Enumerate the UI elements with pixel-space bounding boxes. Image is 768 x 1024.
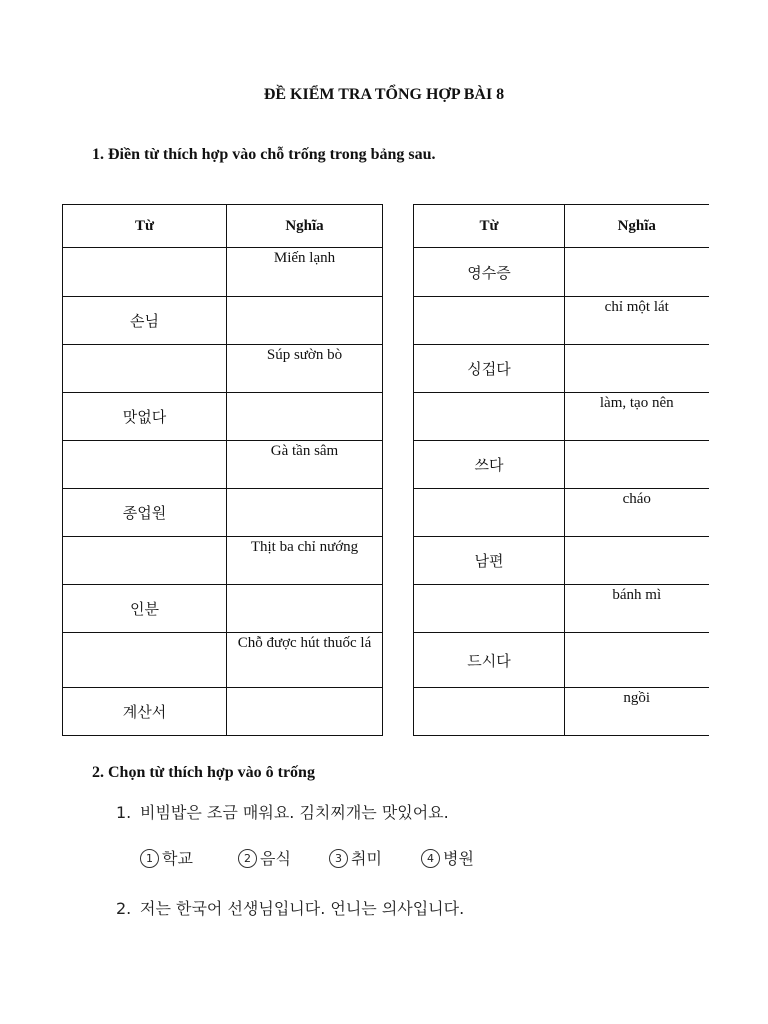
word-cell[interactable]: 인분 bbox=[63, 585, 227, 633]
option-1[interactable] bbox=[140, 846, 193, 869]
meaning-cell[interactable]: làm, tạo nên bbox=[565, 393, 709, 441]
word-cell[interactable]: 손님 bbox=[63, 297, 227, 345]
meaning-cell[interactable] bbox=[565, 633, 709, 688]
meaning-cell[interactable]: Thịt ba chỉ nướng bbox=[227, 537, 383, 585]
meaning-cell[interactable]: ngồi bbox=[565, 688, 709, 736]
section-2-heading: 2. Chọn từ thích hợp vào ô trống bbox=[92, 764, 315, 781]
table-row bbox=[63, 633, 383, 688]
word-cell[interactable]: 종업원 bbox=[63, 489, 227, 537]
word-cell[interactable] bbox=[63, 248, 227, 297]
option-text: 병원 bbox=[443, 849, 474, 868]
word-cell[interactable] bbox=[414, 585, 565, 633]
meaning-cell[interactable] bbox=[227, 297, 383, 345]
question-2 bbox=[116, 896, 464, 919]
meaning-cell[interactable] bbox=[227, 393, 383, 441]
table-row bbox=[414, 537, 709, 585]
question-text: 비빔밥은 조금 매워요. 김치찌개는 맛있어요. bbox=[140, 803, 449, 822]
word-cell[interactable]: 드시다 bbox=[414, 633, 565, 688]
option-2[interactable] bbox=[238, 846, 291, 869]
meaning-cell[interactable] bbox=[565, 441, 709, 489]
word-cell[interactable] bbox=[63, 633, 227, 688]
question-number: 1. bbox=[116, 803, 132, 822]
table-row bbox=[414, 345, 709, 393]
table-row bbox=[63, 688, 383, 736]
meaning-cell[interactable] bbox=[565, 537, 709, 585]
word-cell[interactable] bbox=[63, 537, 227, 585]
word-column-header: Từ bbox=[63, 205, 227, 248]
table-row bbox=[63, 489, 383, 537]
section-1-heading: 1. Điền từ thích hợp vào chỗ trống trong bảng sau. bbox=[92, 146, 436, 163]
circled-number-icon: 2 bbox=[238, 849, 257, 868]
word-cell[interactable]: 영수증 bbox=[414, 248, 565, 297]
option-text: 취미 bbox=[351, 849, 382, 868]
table-row bbox=[414, 441, 709, 489]
meaning-cell[interactable] bbox=[227, 489, 383, 537]
option-3[interactable] bbox=[329, 846, 382, 869]
table-row bbox=[414, 688, 709, 736]
meaning-cell[interactable]: Chỗ được hút thuốc lá bbox=[227, 633, 383, 688]
table-row bbox=[414, 297, 709, 345]
meaning-cell[interactable]: Gà tần sâm bbox=[227, 441, 383, 489]
word-column-header: Từ bbox=[414, 205, 565, 248]
table-row bbox=[63, 441, 383, 489]
table-row bbox=[414, 248, 709, 297]
word-cell[interactable] bbox=[414, 393, 565, 441]
word-cell[interactable]: 남편 bbox=[414, 537, 565, 585]
word-cell[interactable]: 쓰다 bbox=[414, 441, 565, 489]
circled-number-icon: 4 bbox=[421, 849, 440, 868]
question-1 bbox=[116, 800, 449, 823]
word-cell[interactable] bbox=[63, 345, 227, 393]
vocab-table-left bbox=[62, 204, 383, 736]
meaning-column-header: Nghĩa bbox=[227, 205, 383, 248]
option-4[interactable] bbox=[421, 846, 474, 869]
circled-number-icon: 3 bbox=[329, 849, 348, 868]
question-text: 저는 한국어 선생님입니다. 언니는 의사입니다. bbox=[140, 899, 465, 918]
table-row bbox=[63, 297, 383, 345]
word-cell[interactable] bbox=[63, 441, 227, 489]
word-cell[interactable]: 맛없다 bbox=[63, 393, 227, 441]
table-row bbox=[414, 489, 709, 537]
option-text: 학교 bbox=[162, 849, 193, 868]
table-row bbox=[63, 345, 383, 393]
word-cell[interactable] bbox=[414, 489, 565, 537]
page-title: ĐỀ KIỂM TRA TỔNG HỢP BÀI 8 bbox=[263, 86, 505, 103]
table-row bbox=[414, 633, 709, 688]
option-text: 음식 bbox=[260, 849, 291, 868]
meaning-cell[interactable] bbox=[565, 248, 709, 297]
word-cell[interactable]: 싱겁다 bbox=[414, 345, 565, 393]
word-cell[interactable] bbox=[414, 688, 565, 736]
meaning-column-header: Nghĩa bbox=[565, 205, 709, 248]
vocab-table-right bbox=[413, 204, 709, 736]
table-row bbox=[414, 585, 709, 633]
meaning-cell[interactable] bbox=[227, 688, 383, 736]
meaning-cell[interactable]: Súp sườn bò bbox=[227, 345, 383, 393]
meaning-cell[interactable]: bánh mì bbox=[565, 585, 709, 633]
table-header-row bbox=[414, 205, 709, 248]
table-header-row bbox=[63, 205, 383, 248]
word-cell[interactable] bbox=[414, 297, 565, 345]
table-row bbox=[63, 537, 383, 585]
meaning-cell[interactable] bbox=[227, 585, 383, 633]
meaning-cell[interactable]: chỉ một lát bbox=[565, 297, 709, 345]
meaning-cell[interactable]: Miến lạnh bbox=[227, 248, 383, 297]
table-row bbox=[63, 585, 383, 633]
word-cell[interactable]: 계산서 bbox=[63, 688, 227, 736]
meaning-cell[interactable]: cháo bbox=[565, 489, 709, 537]
table-row bbox=[414, 393, 709, 441]
table-row bbox=[63, 248, 383, 297]
meaning-cell[interactable] bbox=[565, 345, 709, 393]
question-number: 2. bbox=[116, 899, 132, 918]
table-row bbox=[63, 393, 383, 441]
circled-number-icon: 1 bbox=[140, 849, 159, 868]
